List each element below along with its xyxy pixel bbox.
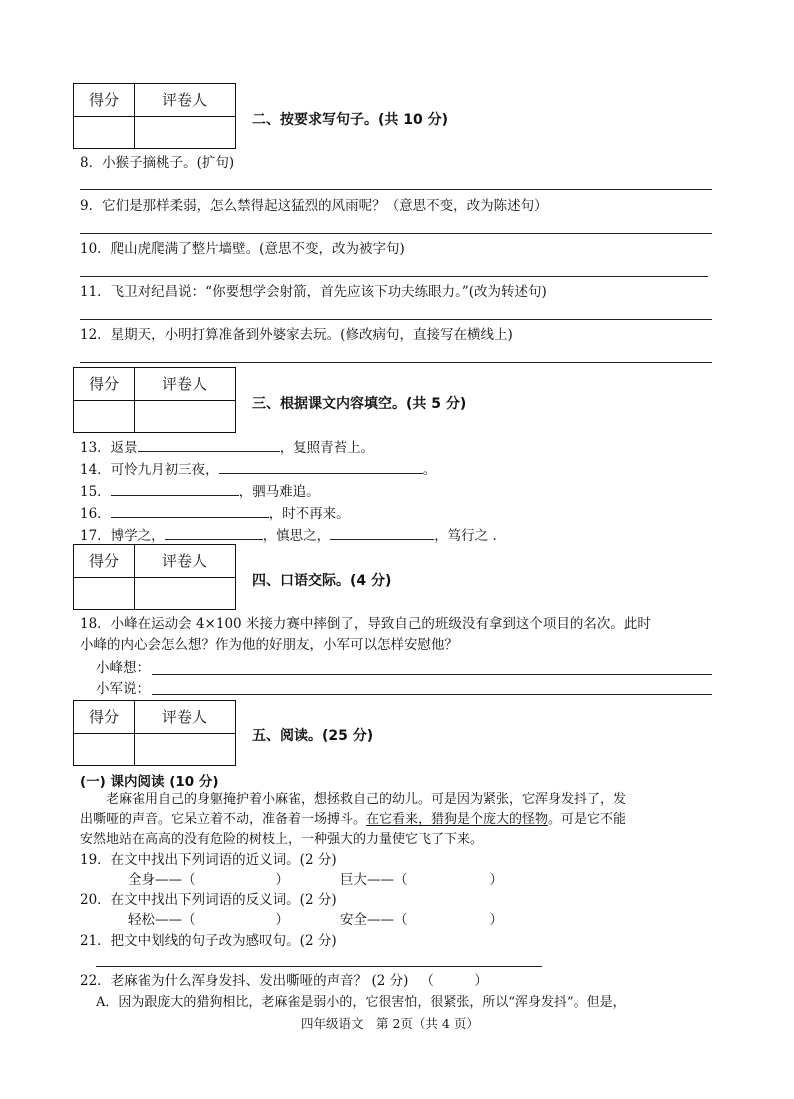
question-14-start: 14．可怜九月初三夜， <box>80 462 219 478</box>
question-20-word-2: 安全——（ ） <box>340 912 503 928</box>
section-5-title: 五、阅读。(25 分) <box>252 728 374 744</box>
reading-passage <box>80 790 626 850</box>
section-3-title: 三、根据课文内容填空。(共 5 分) <box>252 396 467 412</box>
question-13-start: 13．返景 <box>80 440 138 456</box>
score-box <box>73 83 236 149</box>
question-10: 10．爬山虎爬满了整片墙壁。(意思不变，改为被字句) <box>80 241 405 257</box>
answer-line[interactable] <box>80 233 712 234</box>
underlined-sentence: 在它看来，猎狗是个庞大的怪物 <box>366 812 549 827</box>
answer-line[interactable] <box>152 694 712 695</box>
fill-blank[interactable] <box>138 437 280 452</box>
score-box <box>73 367 236 433</box>
grader-label: 评卷人 <box>161 375 207 393</box>
question-16 <box>80 503 350 523</box>
grader-label: 评卷人 <box>161 552 207 570</box>
question-17-end: ，笃行之 ． <box>434 528 506 544</box>
passage-line-3: 安然地站在高高的没有危险的树枝上，一种强大的力量使它飞了下来。 <box>80 832 484 847</box>
question-11: 11．飞卫对纪昌说：“你要想学会射箭，首先应该下功夫练眼力。”(改为转述句) <box>80 284 547 300</box>
question-13 <box>80 437 374 457</box>
fill-blank[interactable] <box>165 525 263 540</box>
question-19-word-1: 全身——（ ） <box>128 872 289 888</box>
passage-line-1: 老麻雀用自己的身躯掩护着小麻雀，想拯救自己的幼儿。可是因为紧张，它浑身发抖了，发 <box>106 792 627 807</box>
question-17-start: 17．博学之， <box>80 528 165 544</box>
answer-line[interactable] <box>80 276 708 277</box>
answer-line[interactable] <box>152 674 712 675</box>
answer-line[interactable] <box>80 319 712 320</box>
question-18-line-1: 18．小峰在运动会 4×100 米接力赛中摔倒了，导致自己的班级没有拿到这个项目的名次。此时 <box>80 616 651 632</box>
passage-text: 。可是它不能 <box>548 812 627 827</box>
question-12: 12．星期天，小明打算准备到外婆家去玩。(修改病句，直接写在横线上) <box>80 327 513 343</box>
question-14-end: 。 <box>422 462 437 478</box>
section-2-title: 二、按要求写句子。(共 10 分) <box>252 112 449 128</box>
question-15-start: 15． <box>80 484 111 500</box>
answer-line[interactable] <box>80 362 712 363</box>
section-4-title: 四、口语交际。(4 分) <box>252 573 392 589</box>
score-label: 得分 <box>88 91 119 109</box>
fill-blank[interactable] <box>111 481 239 496</box>
fill-blank[interactable] <box>330 525 434 540</box>
question-21: 21．把文中划线的句子改为感叹句。(2 分) <box>80 933 337 949</box>
question-15 <box>80 481 320 501</box>
fill-blank[interactable] <box>219 459 423 474</box>
fill-blank[interactable] <box>111 503 269 518</box>
question-17-mid: ，慎思之， <box>262 528 331 544</box>
question-18-line-2: 小峰的内心会怎么想？作为他的好朋友，小军可以怎样安慰他？ <box>80 637 458 653</box>
score-label: 得分 <box>88 708 119 726</box>
score-box <box>73 544 236 610</box>
reading-heading: (一) 课内阅读 (10 分) <box>80 774 219 790</box>
question-16-start: 16． <box>80 506 111 522</box>
xiaojun-label: 小军说： <box>96 681 150 697</box>
question-22: 22．老麻雀为什么浑身发抖、发出嘶哑的声音？ (2 分) （ ） <box>80 973 488 989</box>
grader-label: 评卷人 <box>161 708 207 726</box>
question-19-word-2: 巨大——（ ） <box>340 872 503 888</box>
passage-text: 出嘶哑的声音。它呆立着不动，准备着一场搏斗。 <box>80 812 367 827</box>
score-box <box>73 700 236 766</box>
option-a: A．因为跟庞大的猎狗相比，老麻雀是弱小的，它很害怕，很紧张，所以“浑身发抖”。但是， <box>96 995 626 1010</box>
xiaofeng-label: 小峰想： <box>96 660 150 676</box>
grader-label: 评卷人 <box>161 91 207 109</box>
question-13-end: ，复照青苔上。 <box>279 440 375 456</box>
question-19: 19．在文中找出下列词语的近义词。(2 分) <box>80 852 337 868</box>
question-9: 9．它们是那样柔弱，怎么禁得起这猛烈的风雨呢？（意思不变，改为陈述句） <box>80 198 548 214</box>
page-footer: 四年级语文 第 2页（共 4 页） <box>301 1016 479 1031</box>
answer-line[interactable] <box>80 189 712 190</box>
question-17 <box>80 525 506 545</box>
score-label: 得分 <box>88 552 119 570</box>
answer-paren: （ ） <box>420 973 488 989</box>
question-8: 8．小猴子摘桃子。(扩句) <box>80 155 235 171</box>
answer-line[interactable] <box>96 966 542 967</box>
question-14 <box>80 459 436 479</box>
score-label: 得分 <box>88 375 119 393</box>
question-20-word-1: 轻松——（ ） <box>128 912 289 928</box>
question-16-end: ，时不再来。 <box>268 506 350 522</box>
question-20: 20．在文中找出下列词语的反义词。(2 分) <box>80 892 337 908</box>
passage-line-2 <box>80 810 626 830</box>
question-15-end: ，驷马难追。 <box>238 484 320 500</box>
